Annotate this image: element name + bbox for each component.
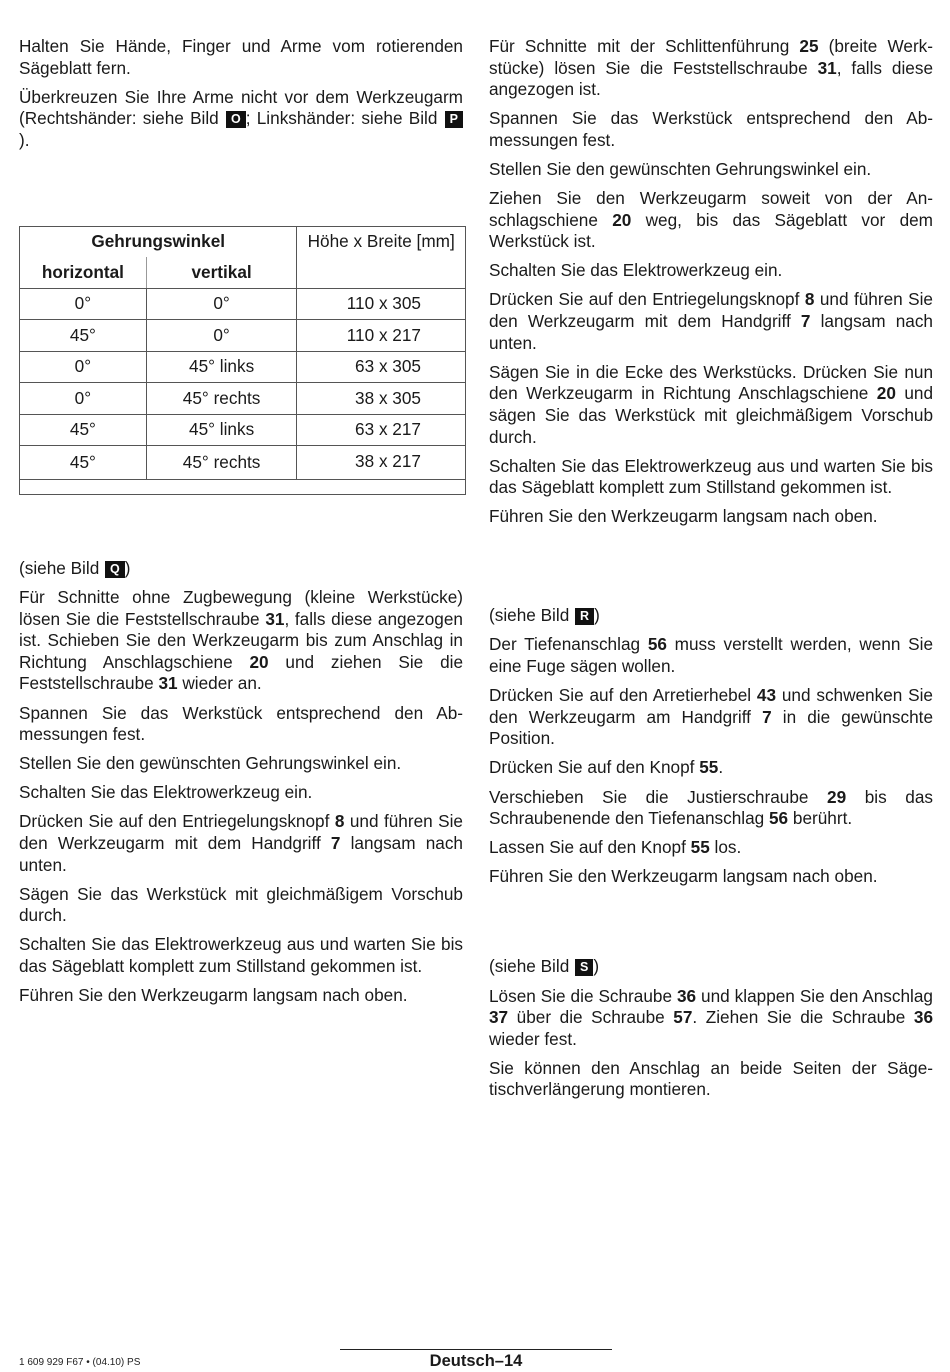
text: Führen Sie den Werkzeugarm langsam nach oben.	[489, 866, 878, 887]
text: und ziehen Sie die Feststellschraube	[19, 651, 463, 694]
text: , falls diese angezogen ist. Schieben Sie den Werkzeugarm bis zum Anschlag in Richtung Anschlagschiene	[19, 608, 463, 672]
paragraph	[19, 782, 463, 804]
left-column	[19, 36, 463, 1014]
figure-badge-q: Q	[105, 561, 125, 578]
text: )	[594, 605, 600, 626]
table-header-mitre-angle: Gehrungswinkel	[20, 226, 297, 257]
table-cell: 110 x 305	[297, 288, 466, 320]
part-number: 37	[489, 1007, 509, 1028]
figure-badge-r: R	[575, 608, 594, 625]
document-code: 1 609 929 F67 • (04.10) PS	[19, 1357, 141, 1368]
text: Schalten Sie das Elektrowerkzeug ein.	[19, 782, 313, 803]
part-number: 7	[800, 311, 811, 332]
text: Überkreuzen Sie Ihre Arme nicht vor dem Werkzeugarm (Rechtshänder: siehe Bild	[19, 86, 463, 129]
text: Spannen Sie das Werkstück entsprechend den Abmessungen fest.	[489, 108, 933, 150]
text: Halten Sie Hände, Finger und Arme vom rotierenden Sägeblatt fern.	[19, 36, 463, 78]
table-row	[20, 446, 466, 480]
text: Drücken Sie auf den Entriegelungsknopf	[489, 289, 805, 310]
text: Drücken Sie auf den Entriegelungsknopf	[19, 811, 335, 832]
text: berührt.	[788, 808, 853, 829]
paragraph	[19, 934, 463, 977]
text: (siehe Bild	[489, 605, 575, 626]
table-cell: 0°	[146, 288, 297, 320]
text: und klappen Sie den Anschlag	[696, 985, 933, 1006]
part-number: 43	[756, 685, 777, 706]
part-number: 8	[804, 289, 815, 310]
text: Der Tiefenanschlag	[489, 634, 648, 655]
paragraph	[489, 506, 933, 528]
text: bis das Schraubenende den Tiefenanschlag	[489, 786, 933, 829]
paragraph	[19, 884, 463, 927]
table-cell: 45° rechts	[146, 383, 297, 415]
text: wieder an.	[177, 673, 262, 694]
text: Schalten Sie das Elektrowerkzeug aus und warten Sie bis das Sägeblatt komplett zum Stillstand gekommen ist.	[489, 455, 933, 498]
text: (breite Werkstücke) lösen Sie die Feststellschraube	[489, 36, 933, 78]
text: und führen Sie den Werkzeugarm mit dem Handgriff	[489, 289, 933, 332]
table-cell: 45°	[20, 320, 147, 352]
table-header-horizontal: horizontal	[20, 257, 147, 288]
part-number: 36	[676, 985, 697, 1006]
part-number: 25	[799, 36, 819, 56]
text: weg, bis das Sägeblatt vor dem Werkstück ist.	[489, 209, 934, 252]
table-cell: 110 x 217	[297, 320, 466, 352]
paragraph	[489, 108, 933, 151]
text: ).	[19, 129, 30, 150]
part-number: 31	[265, 608, 285, 629]
part-number: 8	[334, 811, 345, 832]
table-header-blank	[297, 257, 466, 288]
figure-badge-s: S	[575, 959, 593, 976]
text: langsam nach unten.	[19, 833, 463, 875]
text: Stellen Sie den gewünschten Gehrungswinkel ein.	[19, 753, 402, 774]
paragraph	[489, 685, 933, 750]
text: .	[718, 757, 724, 778]
text: )	[124, 557, 131, 578]
part-number: 55	[690, 837, 710, 858]
table-cell: 45° rechts	[146, 446, 297, 480]
table-cell: 0°	[20, 288, 147, 320]
paragraph	[489, 36, 933, 101]
text: muss verstellt werden, wenn Sie eine Fuge sägen wollen.	[489, 634, 934, 677]
table-cell: 63 x 305	[297, 351, 466, 383]
table-cell: 0°	[20, 351, 147, 383]
see-figure-q	[19, 558, 463, 580]
text: Schalten Sie das Elektrowerkzeug ein.	[489, 260, 783, 281]
paragraph	[19, 811, 463, 876]
text: ; Linkshänder: siehe Bild	[245, 108, 444, 129]
see-figure-s	[489, 956, 933, 978]
text: Für Schnitte ohne Zugbewegung (kleine Werkstücke) lösen Sie die Feststellschraube	[19, 587, 463, 629]
table-header-dimensions: Höhe x Breite [mm]	[297, 226, 466, 257]
paragraph	[489, 260, 933, 282]
paragraph	[489, 787, 933, 830]
table-row	[20, 320, 466, 352]
table-cell: 45°	[20, 414, 147, 446]
paragraph	[489, 188, 933, 253]
paragraph	[489, 1058, 933, 1101]
paragraph	[489, 837, 933, 859]
text: und sägen Sie das Werkstück mit gleichmäßigem Vorschub durch.	[489, 383, 934, 447]
part-number: 31	[817, 57, 837, 78]
cutting-capacity-table	[19, 226, 466, 495]
part-number: 7	[762, 706, 772, 727]
text: Lassen Sie auf den Knopf	[489, 837, 691, 858]
paragraph	[19, 985, 463, 1007]
text: Sägen Sie das Werkstück mit gleichmäßigem Vorschub durch.	[19, 883, 463, 926]
text: Führen Sie den Werkzeugarm langsam nach oben.	[19, 985, 408, 1006]
text: . Ziehen Sie die Schraube	[692, 1007, 914, 1028]
paragraph	[489, 362, 933, 448]
text: Drücken Sie auf den Knopf	[489, 757, 700, 778]
table-cell: 0°	[20, 383, 147, 415]
table-header-vertical: vertikal	[146, 257, 297, 288]
part-number: 20	[876, 383, 896, 404]
text: Ziehen Sie den Werkzeugarm soweit von der Anschlagschiene	[489, 188, 933, 230]
text: , falls diese angezogen ist.	[489, 57, 933, 100]
part-number: 55	[699, 757, 719, 778]
text: Für Schnitte mit der Schlittenführung	[489, 36, 800, 56]
text: und führen Sie den Werkzeugarm mit dem Handgriff	[19, 811, 463, 853]
part-number: 29	[827, 786, 847, 807]
table-cell: 45° links	[146, 414, 297, 446]
table-cell: 0°	[146, 320, 297, 352]
text: Verschieben Sie die Justierschraube	[489, 786, 828, 807]
table-cell: 45°	[20, 446, 147, 480]
text: Spannen Sie das Werkstück entsprechend den Abmessungen fest.	[19, 702, 463, 745]
text: los.	[709, 837, 742, 858]
text: (siehe Bild	[489, 956, 575, 977]
text: über die Schraube	[508, 1007, 674, 1028]
paragraph	[489, 159, 933, 181]
right-column	[489, 36, 933, 1108]
table-cell: 63 x 217	[297, 414, 466, 446]
paragraph	[19, 753, 463, 775]
part-number: 20	[612, 209, 632, 230]
table-cell: 38 x 217	[297, 446, 466, 480]
table-footer-space	[20, 479, 466, 494]
paragraph	[19, 587, 463, 695]
part-number: 36	[913, 1007, 934, 1028]
text: in die gewünschte Position.	[489, 706, 933, 749]
paragraph	[19, 703, 463, 746]
paragraph	[489, 757, 933, 779]
text: wieder fest.	[489, 1028, 577, 1049]
table-cell: 38 x 305	[297, 383, 466, 415]
table-cell: 45° links	[146, 351, 297, 383]
figure-badge-p: P	[445, 111, 463, 128]
text: langsam nach unten.	[489, 311, 933, 353]
paragraph	[19, 87, 463, 152]
table-row	[20, 414, 466, 446]
part-number: 31	[158, 673, 178, 694]
paragraph	[489, 456, 933, 499]
text: Sie können den Anschlag an beide Seiten der Sägetischverlängerung montieren.	[489, 1057, 933, 1100]
part-number: 56	[769, 808, 789, 829]
see-figure-r	[489, 605, 933, 627]
text: Stellen Sie den gewünschten Gehrungswinkel ein.	[489, 158, 872, 179]
text: Schalten Sie das Elektrowerkzeug aus und warten Sie bis das Sägeblatt komplett zum Stillstand gekommen ist.	[19, 934, 463, 976]
part-number: 57	[673, 1007, 693, 1028]
text: )	[593, 956, 600, 977]
paragraph	[489, 289, 933, 354]
part-number: 56	[647, 634, 667, 655]
paragraph	[19, 36, 463, 79]
figure-badge-o: O	[226, 111, 246, 128]
text: Sägen Sie in die Ecke des Werkstücks. Drücken Sie nun den Werkzeugarm in Richtung Anschlagschiene	[489, 361, 933, 404]
text: (siehe Bild	[19, 557, 105, 578]
paragraph	[489, 986, 933, 1051]
part-number: 20	[249, 651, 269, 672]
text: Drücken Sie auf den Arretierhebel	[489, 685, 757, 706]
part-number: 7	[330, 833, 341, 853]
paragraph	[489, 634, 933, 677]
text: Führen Sie den Werkzeugarm langsam nach oben.	[489, 506, 878, 527]
paragraph	[489, 866, 933, 888]
text: Lösen Sie die Schraube	[489, 985, 677, 1006]
footer-divider	[340, 1349, 612, 1350]
table-row	[20, 351, 466, 383]
text: und schwenken Sie den Werkzeugarm am Handgriff	[489, 685, 933, 727]
table-row	[20, 383, 466, 415]
page-number: Deutsch–14	[429, 1352, 523, 1370]
table-row	[20, 288, 466, 320]
